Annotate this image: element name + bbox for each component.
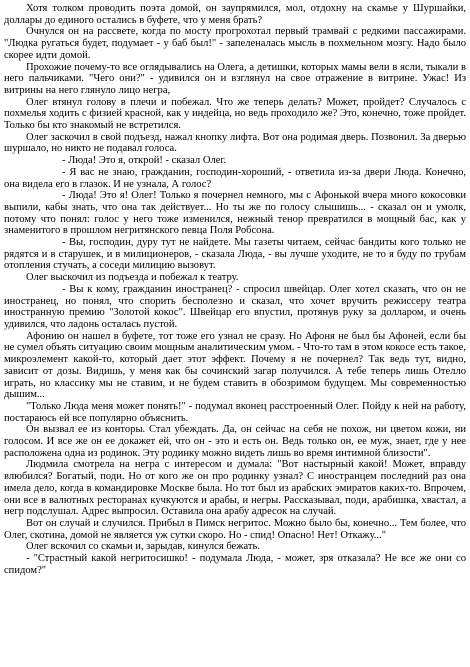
paragraph: Он вызвал ее из конторы. Стал убеждать. Да, он сейчас на себя не похож, ни цветом кожи, ни голосом. И все же он ее докажет ей, что он - это и есть он. Ведь только он, ее муж, знает, где у нее расположена одна из родинок. Эту родинку можно видеть лишь во время интимной близости". xyxy=(4,424,466,459)
dialogue-line: - Я вас не знаю, гражданин, господин-хороший, - ответила из-за двери Люда. Конечно, она видела его в глазок. И не узнала, А голос? xyxy=(4,166,466,190)
paragraph: Афонию он нашел в буфете, тот тоже его узнал не сразу. Но Афоня не был бы Афоней, если бы не сумел объять ситуацию своим мощным аналитическим умом. - Что-то там в этом кокосе есть такое, микроэлемент какой-то, который дает этот эффект. Почему я не почернел? Так ведь тут, видно, зависит от дозы. Видишь, у меня как бы сочинский загар получился. А тебе теперь лишь Отелло играть, но классику мы не ставим, и не будем ставить в обозримом будущем. Мы современностью дышим... xyxy=(4,330,466,401)
paragraph: "Только Люда меня может понять!" - подумал вконец расстроенный Олег. Пойду к ней на работу, постараюсь ей все популярно объяснить. xyxy=(4,400,466,424)
paragraph: Прохожие почему-то все оглядывались на Олега, а детишки, которых мамы вели в ясли, тыкали в него пальчиками. "Чего они?" - удивился он и взглянул на свое отражение в витрине. Ужас! Из витрины на него глянуло лицо негра, xyxy=(4,61,466,96)
paragraph: Олег вскочил со скамьи и, зарыдав, кинулся бежать. xyxy=(26,541,260,553)
dialogue-line: - Люда! Это я! Олег! Только я почернел немного, мы с Афонькой вчера много кокосовки выпили, кабы знать, что она так действует... Но ты же по голосу слышишь... - сказал он и умолк, потому что понял: голос у него тоже изменился, нежный тенор превратился в мощный бас, как у знаменитого в прошлом негритянского певца Поля Робсона. xyxy=(4,190,466,237)
dialogue-line: - Вы к кому, гражданин иностранец? - спросил швейцар. Олег хотел сказать, что он не иностранец, но понял, что спорить бесполезно и сказал, что хочет вручить режиссеру театра иностранную премию "Золотой кокос". Швейцар его впустил, протянув руку за долларом, и очень удивился, что ладонь осталась пустой. xyxy=(4,283,466,330)
paragraph: Очнулся он на рассвете, когда по мосту прогрохотал первый трамвай с редкими пассажирами. "Людка ругаться будет, подумает - у баб был!" - запеленалась мысль в похмельном мозгу. Надо было скорее идти домой. xyxy=(4,26,466,61)
dialogue-line: - Вы, господин, дуру тут не найдете. Мы газеты читаем, сейчас бандиты кого только не рядятся и в старушек, и в милиционеров, - сказала Люда, - вы лучше уходите, не то я буду по трубам отопления стучать, а соседи милицию вызовут. xyxy=(4,237,466,272)
paragraph: Людмила смотрела на негра с интересом и думала: "Вот настырный какой! Может, вправду влюбился? Богатый, поди. Но от кого же он про родинку узнал? С иностранцем последний раз она имела дело, когда в командировке Москве была. Но тот был из арабских эмиратов каких-то. Впрочем, они все в валютных ресторанах кучкуются и арабы, и негры. Рассказывал, поди, арабишка, хвастал, а негр подслушал. Адрес выпросил. Оставила она арабу адресок на случай. xyxy=(4,459,466,518)
paragraph: Вот он случай и случился. Прибыл в Пимск негритос. Можно было бы, конечно... Тем более, что Олег, скотина, домой не является уж сутки скоро. Но - спид! Опасно! Нет! Откажу..." xyxy=(4,517,466,541)
paragraph: Олег выскочил из подъезда и побежал к театру. xyxy=(26,272,239,284)
dialogue-line: - Люда! Это я, открой! - сказал Олег. xyxy=(62,155,227,167)
paragraph: Олег втянул голову в плечи и побежал. Что же теперь делать? Может, пройдет? Случалось с похмелья ходить с физией красной, как у индейца, но ведь проходило же? Это, конечно, тоже пройдет. Только бы кто знакомый не встретился. xyxy=(4,96,466,132)
paragraph: Хотя толком проводить поэта домой, он заупрямился, мол, отдохну на скамье у Шуршайки, доллары до единого остались в буфете, что у меня брать? xyxy=(4,3,466,26)
paragraph: Олег заскочил в свой подъезд, нажал кнопку лифта. Вот она родимая дверь. Позвонил. За дверью шуршало, но никто не подавал голоса. xyxy=(4,131,466,155)
paragraph: - "Страстный какой негритосишко! - подумала Люда, - может, зря отказала? Не все же они со спидом?" xyxy=(4,553,466,576)
